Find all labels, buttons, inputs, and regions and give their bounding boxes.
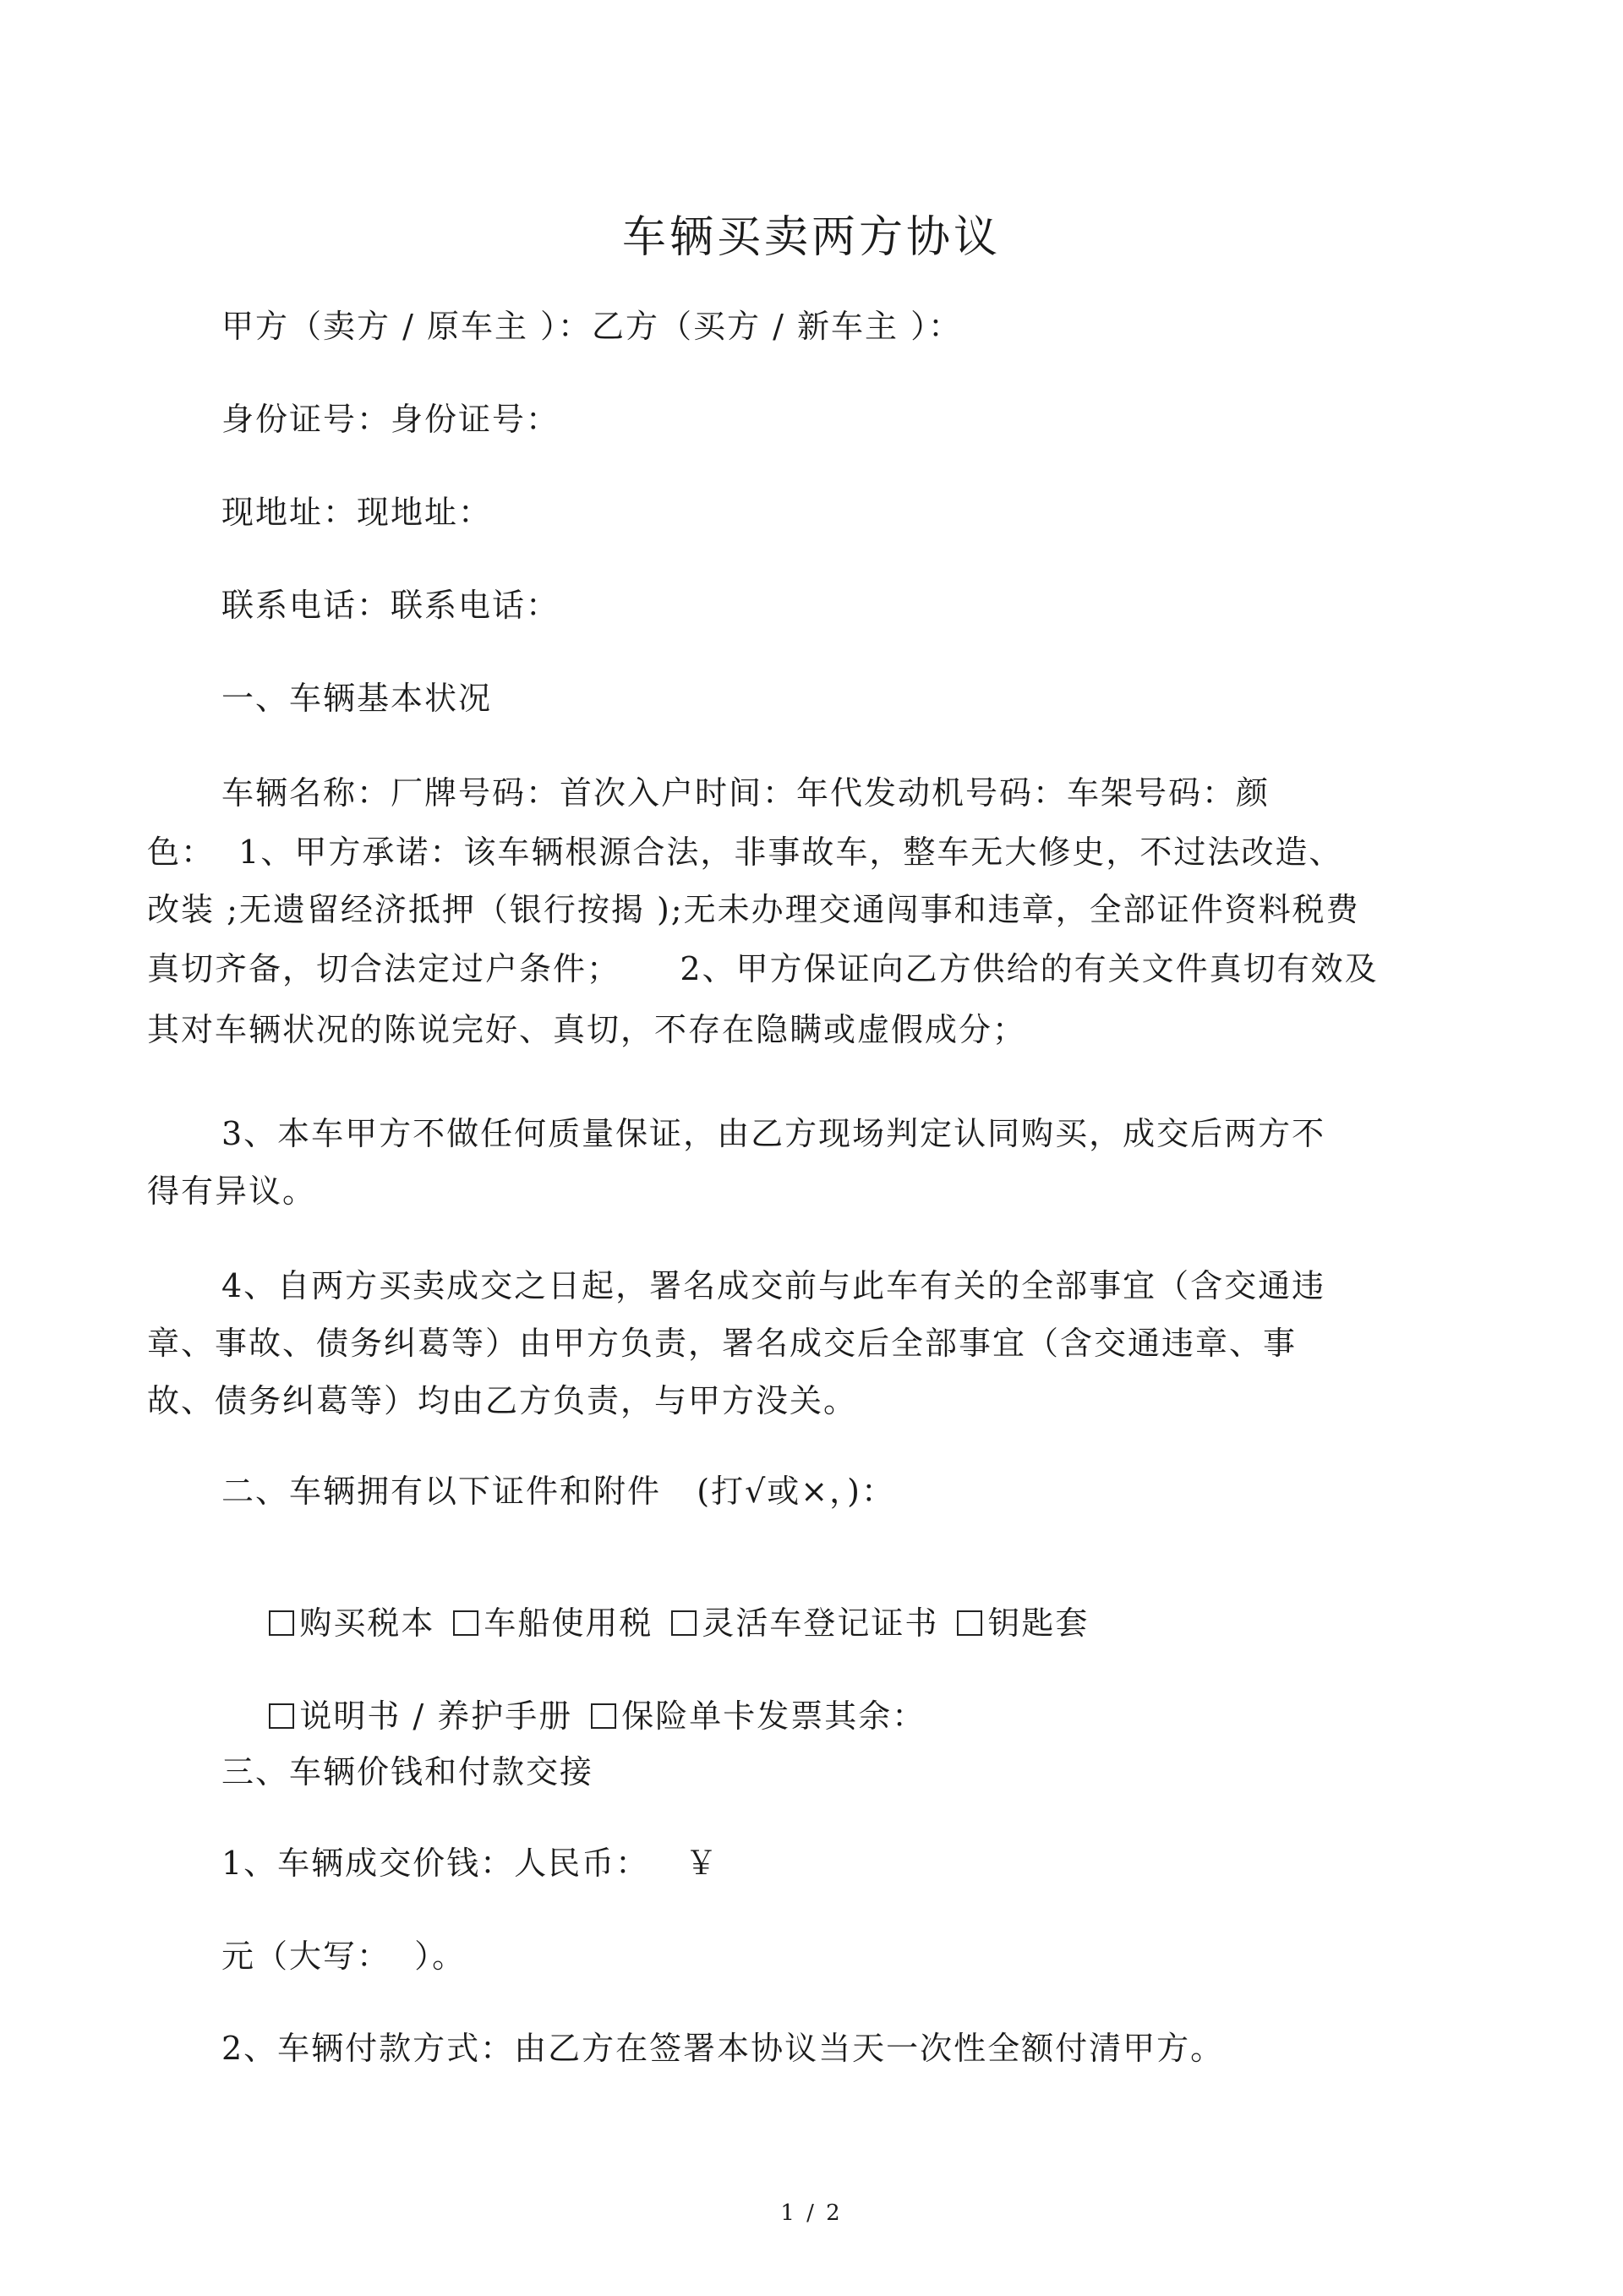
section1-line: 其对车辆状况的陈说完好、真切，不存在隐瞒或虚假成分； [147,1011,1027,1048]
document-title: 车辆买卖两方协议 [621,212,1001,263]
clause4-line: 故、债务纠葛等）均由乙方负责，与甲方没关。 [147,1382,858,1419]
checkbox-item[interactable] [453,1597,653,1643]
checkbox-label: 灵活车登记证书 [702,1604,939,1642]
checkbox[interactable] [269,1703,294,1729]
id-number-line: 身份证号：身份证号： [221,401,560,438]
section1-line: 真切齐备，切合法定过户条件； 2、甲方保证向乙方供给的有关文件真切有效及 [147,950,1379,987]
section1-line: 色： 1、甲方承诺：该车辆根源合法，非事故车，整车无大修史，不过法改造、 [147,834,1343,871]
checkbox-item[interactable] [269,1690,572,1736]
section2-heading: 二、车辆拥有以下证件和附件 (打√或×，)： [221,1473,895,1510]
payment-method-line: 2、车辆付款方式：由乙方在签署本协议当天一次性全额付清甲方。 [221,2030,1225,2067]
checkbox[interactable] [671,1610,697,1636]
phone-line: 联系电话：联系电话： [221,587,560,624]
section1-line: 改装 ;无遗留经济抵押（银行按揭 );无未办理交通闯事和违章，全部证件资料税费 [147,891,1360,928]
section1-heading: 一、车辆基本状况 [221,680,493,717]
checkbox[interactable] [591,1703,616,1729]
checkbox-label: 保险单卡发票其余： [621,1697,926,1735]
clause3-line: 得有异议。 [147,1173,317,1210]
clause3-line: 3、本车甲方不做任何质量保证，由乙方现场判定认同购买，成交后两方不 [221,1115,1326,1152]
price-in-words-line: 元（大写： ）。 [221,1938,467,1975]
price-line: 1、车辆成交价钱：人民币： ￥ [221,1845,719,1882]
checkbox[interactable] [269,1610,294,1636]
checkbox-item[interactable] [671,1597,938,1643]
checkbox[interactable] [957,1610,982,1636]
checkbox-item[interactable] [591,1690,926,1736]
clause4-line: 章、事故、债务纠葛等）由甲方负责，署名成交后全部事宜（含交通违章、事 [147,1325,1298,1362]
parties-line: 甲方（卖方 / 原车主 ）：乙方（买方 / 新车主 ）： [221,308,963,345]
checkbox-label: 购买税本 [299,1604,435,1642]
checkbox-label: 钥匙套 [987,1604,1090,1642]
address-line: 现地址：现地址： [221,494,493,531]
checkbox-label: 车船使用税 [484,1604,653,1642]
checkbox-label: 说明书 / 养护手册 [299,1697,573,1735]
section3-heading: 三、车辆价钱和付款交接 [221,1753,594,1790]
checkbox-item[interactable] [269,1597,434,1643]
checkbox[interactable] [453,1610,478,1636]
clause4-line: 4、自两方买卖成交之日起，署名成交前与此车有关的全部事宜（含交通违 [221,1267,1326,1304]
page-number: 1 / 2 [780,2200,843,2226]
section1-line: 车辆名称：厂牌号码：首次入户时间：年代发动机号码：车架号码：颜 [221,774,1271,812]
checkbox-item[interactable] [957,1597,1089,1643]
